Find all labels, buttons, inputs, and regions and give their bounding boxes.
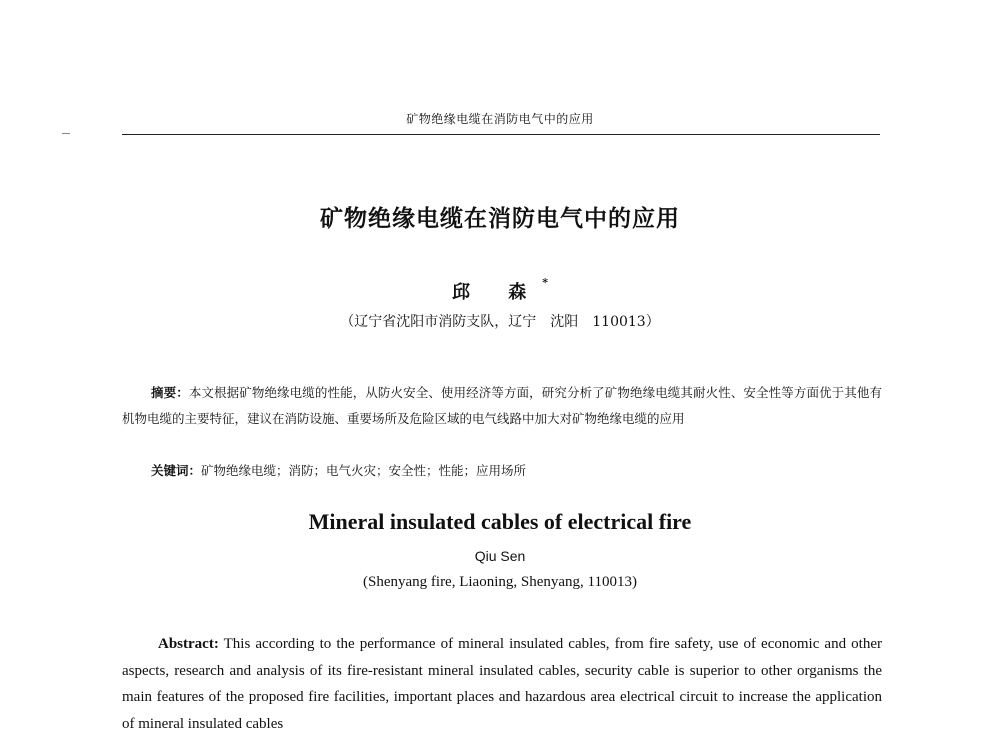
header-rule — [122, 134, 880, 135]
abstract-cn — [122, 380, 882, 432]
author-en: Qiu Sen — [474, 548, 526, 564]
affiliation-cn: （辽宁省沈阳市消防支队，辽宁 沈阳 110013） — [340, 314, 660, 330]
abstract-cn-label: 摘要： — [151, 385, 189, 400]
paper-title-cn: 矿物绝缘电缆在消防电气中的应用 — [320, 206, 680, 232]
author-name-cn: 邱 森 — [451, 282, 543, 303]
abstract-cn-text: 本文根据矿物绝缘电缆的性能，从防火安全、使用经济等方面，研究分析了矿物绝缘电缆其耐火性、安全性等方面优于其他有机物电缆的主要特征，建议在消防设施、重要场所及危险区域的电气线路中加大对矿物绝缘电缆的应用 — [122, 385, 882, 426]
abstract-en-label: Abstract: — [158, 636, 219, 652]
abstract-en-text: This according to the performance of mineral insulated cables, from fire safety, use of economic and other aspects, research and analysis of its fire-resistant mineral insulated cables, security cable is superior to other organisms the main features of the proposed fire facilities, important places and hazardous area electrical circuit to increase the application of mineral insulated cables — [122, 636, 882, 732]
keywords-cn — [151, 458, 881, 484]
author-footnote-mark: * — [542, 276, 549, 289]
keywords-cn-label: 关键词： — [151, 463, 202, 478]
author-cn — [0, 278, 1000, 304]
abstract-en — [122, 631, 882, 737]
paper-title-en: Mineral insulated cables of electrical fire — [308, 509, 692, 534]
running-header: 矿物绝缘电缆在消防电气中的应用 — [406, 112, 594, 126]
scan-mark — [62, 133, 70, 134]
keywords-cn-text: 矿物绝缘电缆；消防；电气火灾；安全性；性能；应用场所 — [201, 463, 527, 478]
affiliation-en: (Shenyang fire, Liaoning, Shenyang, 110013) — [363, 574, 637, 590]
